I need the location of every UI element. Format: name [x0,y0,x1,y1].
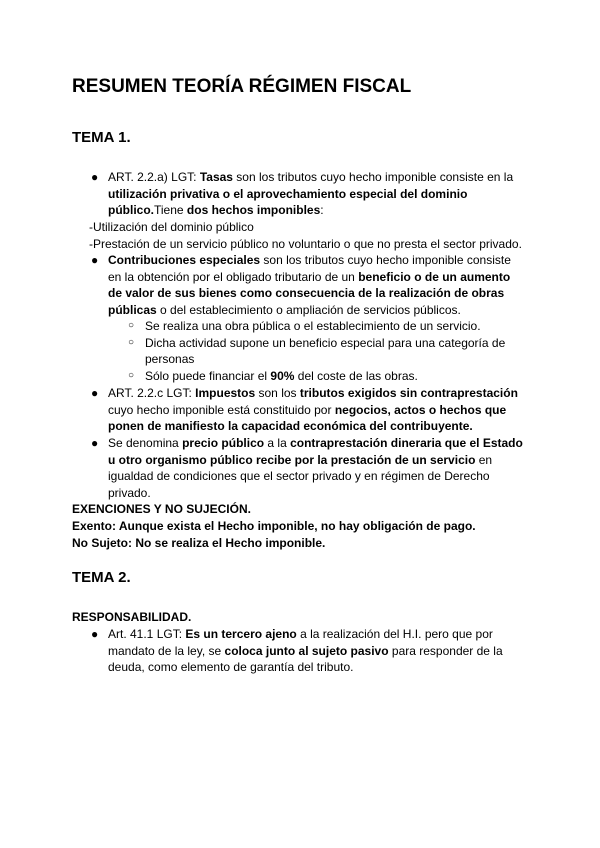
exento-definition: Exento: Aunque exista el Hecho imponible, no hay obligación de pago. [72,519,476,533]
bullet-icon: ● [91,253,99,267]
precio-line-1: Se denomina precio público a la contraprestación dineraria que el Estado [108,436,523,450]
dash-item-dominio: -Utilización del dominio público [89,220,254,234]
bullet-icon: ● [91,627,99,641]
tasas-line-1: ART. 2.2.a) LGT: Tasas son los tributos cuyo hecho imponible consiste en la [108,170,514,184]
contribuciones-line-2: en la obtención por el obligado tributario de un beneficio o de un aumento [108,269,511,284]
contribuciones-line-1: Contribuciones especiales son los tributos cuyo hecho imponible consiste [108,253,511,267]
circle-bullet-icon: ○ [128,320,135,331]
sub-item-financiar: Sólo puede financiar el 90% del coste de las obras. [145,368,418,383]
sub-item-beneficio-line-2: personas [145,352,195,366]
tasas-line-3: público.Tiene dos hechos imponibles: [108,203,324,217]
sub-item-obra: Se realiza una obra pública o el establecimiento de un servicio. [145,319,481,333]
tema-2-heading: TEMA 2. [72,569,131,586]
sub-item-beneficio-line-1: Dicha actividad supone un beneficio especial para una categoría de [145,335,506,350]
tasas-line-2: utilización privativa o el aprovechamiento especial del dominio [108,186,468,201]
precio-line-4: privado. [108,485,151,500]
circle-bullet-icon: ○ [128,369,135,381]
document-title: RESUMEN TEORÍA RÉGIMEN FISCAL [72,76,412,97]
impuestos-line-3: ponen de manifiesto la capacidad económica del contribuyente. [108,419,473,433]
impuestos-line-1: ART. 2.2.c LGT: Impuestos son los tributos exigidos sin contraprestación [108,386,518,400]
circle-bullet-icon: ○ [128,336,135,348]
tema-1-heading: TEMA 1. [72,129,131,146]
art41-line-1: Art. 41.1 LGT: Es un tercero ajeno a la realización del H.I. pero que por [108,627,493,641]
bullet-icon: ● [91,170,99,184]
no-sujeto-definition: No Sujeto: No se realiza el Hecho imponible. [72,536,326,550]
contribuciones-line-4: públicas o del establecimiento o ampliación de servicios públicos. [108,302,461,317]
precio-line-2: u otro organismo público recibe por la prestación de un servicio en [108,452,493,467]
art41-line-3: deuda, como elemento de garantía del tributo. [108,660,354,674]
bullet-icon: ● [91,436,99,450]
responsabilidad-heading: RESPONSABILIDAD. [72,610,192,624]
contribuciones-line-3: de valor de sus bienes como consecuencia de la realización de obras [108,286,505,300]
precio-line-3: igualdad de condiciones que el sector privado y en régimen de Derecho [108,469,490,483]
impuestos-line-2: cuyo hecho imponible está constituido por negocios, actos o hechos que [108,402,507,417]
bullet-icon: ● [91,386,99,400]
exenciones-heading: EXENCIONES Y NO SUJECIÓN. [72,502,251,516]
dash-item-servicio: -Prestación de un servicio público no voluntario o que no presta el sector privado. [89,236,522,251]
art41-line-2: mandato de la ley, se coloca junto al sujeto pasivo para responder de la [108,643,503,658]
